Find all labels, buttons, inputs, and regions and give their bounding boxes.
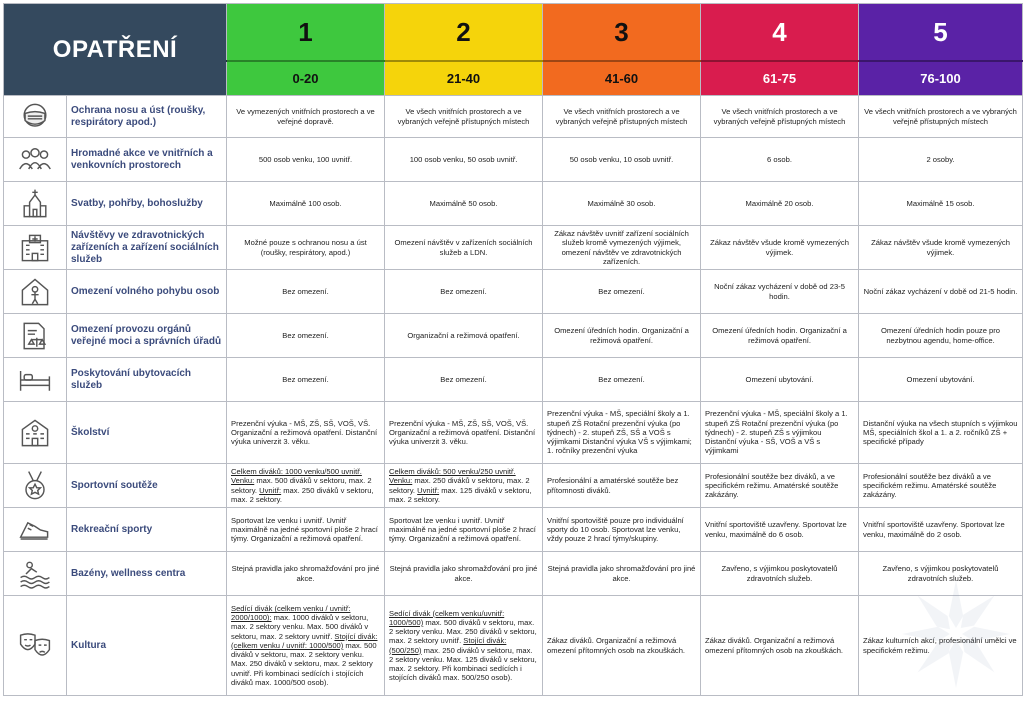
- table-cell: Distanční výuka na všech stupních s výjimkou MŠ, speciálních škol a 1. a 2. ročníků ZŠ + specifické případy: [859, 402, 1023, 464]
- table-cell: Bez omezení.: [543, 358, 701, 402]
- table-cell: Omezení úředních hodin. Organizační a režimová opatření.: [701, 314, 859, 358]
- table-cell: Noční zákaz vycházení v době od 23-5 hodin.: [701, 270, 859, 314]
- table-cell: Ve všech vnitřních prostorech a ve vybraných veřejně přístupných místech: [859, 96, 1023, 138]
- level-4-number: 4: [701, 4, 859, 62]
- table-row: [4, 508, 1023, 552]
- table-row: [4, 314, 1023, 358]
- table-row: [4, 226, 1023, 270]
- table-row: [4, 358, 1023, 402]
- sun-watermark-icon: [896, 574, 1016, 694]
- table-cell: Bez omezení.: [227, 358, 385, 402]
- row-label: Rekreační sporty: [67, 508, 227, 552]
- cell-text: max. 250 diváků v sektoru, max. 2 sektory venku. Max. 125 diváků v sektoru, max. 2 sektory. Při kombinaci sedících i stojících diváků max. 500/250 osob).: [389, 645, 537, 683]
- table-cell: [227, 464, 385, 508]
- table-cell: Zavřeno, s výjimkou poskytovatelů zdravotních služeb.: [859, 552, 1023, 596]
- level-2-number: 2: [385, 4, 543, 62]
- cell-text: Uvnitř:: [417, 485, 440, 495]
- table-cell: Zavřeno, s výjimkou poskytovatelů zdravotních služeb.: [701, 552, 859, 596]
- level-3-number: 3: [543, 4, 701, 62]
- table-cell: Noční zákaz vycházení v době od 21-5 hodin.: [859, 270, 1023, 314]
- table-cell: Bez omezení.: [385, 270, 543, 314]
- cell-text: Venku:: [231, 476, 255, 486]
- table-cell: Vnitřní sportoviště uzavřeny. Sportovat lze venku, maximálně do 6 osob.: [701, 508, 859, 552]
- cell-text: max. 125 diváků v sektoru, max. 2 sektory.: [389, 485, 532, 504]
- table-cell: Zákaz návštěv uvnitř zařízení sociálních služeb kromě vymezených výjimek, omezení návštěv ve zdravotnických zařízeních.: [543, 226, 701, 270]
- document-scales-icon: [4, 314, 67, 358]
- table-cell: Bez omezení.: [543, 270, 701, 314]
- table-cell: [385, 596, 543, 696]
- table-cell: Vnitřní sportoviště uzavřeny. Sportovat lze venku, maximálně do 2 osob.: [859, 508, 1023, 552]
- row-label: Školství: [67, 402, 227, 464]
- table-row: [4, 138, 1023, 182]
- table-cell: Stejná pravidla jako shromažďování pro jiné akce.: [385, 552, 543, 596]
- table-cell: 6 osob.: [701, 138, 859, 182]
- hospital-icon: [4, 226, 67, 270]
- table-cell: Sportovat lze venku i uvnitř. Uvnitř maximálně na jedné sportovní ploše 2 hrací týmy. Organizační a režimová opatření.: [385, 508, 543, 552]
- level-3-range: 41-60: [543, 61, 701, 96]
- cell-text: Sedící divák (celkem venku / uvnitř: 2000/1000):: [231, 604, 351, 623]
- bed-icon: [4, 358, 67, 402]
- table-cell: Zákaz návštěv všude kromě vymezených výjimek.: [859, 226, 1023, 270]
- table-cell: Prezenční výuka - MŠ, ZŠ, SŠ, VOŠ, VŠ. Organizační a režimová opatření. Distanční výuka univerzit 3. věku.: [227, 402, 385, 464]
- table-cell: Stejná pravidla jako shromažďování pro jiné akce.: [227, 552, 385, 596]
- table-row: [4, 402, 1023, 464]
- level-5-number: 5: [859, 4, 1023, 62]
- table-cell: Bez omezení.: [227, 270, 385, 314]
- cell-text: Uvnitř:: [259, 485, 282, 495]
- table-cell: [385, 464, 543, 508]
- table-cell: 50 osob venku, 10 osob uvnitř.: [543, 138, 701, 182]
- table-cell: Možné pouze s ochranou nosu a úst (roušky, respirátory, apod.): [227, 226, 385, 270]
- cell-text: Sedící divák (celkem venku/uvnitř: 1000/500): [389, 608, 505, 627]
- cell-text: max. 500 diváků v sektoru, max. 2 sektory.: [231, 476, 372, 495]
- table-cell: Ve vymezených vnitřních prostorech a ve veřejné dopravě.: [227, 96, 385, 138]
- level-4-range: 61-75: [701, 61, 859, 96]
- table-cell: Profesionální soutěže bez diváků a ve specifickém režimu. Amatérské soutěže zakázány.: [859, 464, 1023, 508]
- row-label: Sportovní soutěže: [67, 464, 227, 508]
- table-cell: 2 osoby.: [859, 138, 1023, 182]
- shoe-icon: [4, 508, 67, 552]
- table-cell: Omezení úředních hodin pouze pro nezbytnou agendu, home-office.: [859, 314, 1023, 358]
- table-cell: Ve všech vnitřních prostorech a ve vybraných veřejně přístupných místech: [701, 96, 859, 138]
- table-cell: Zákaz kulturních akcí, profesionální umělci ve specifickém režimu.: [859, 596, 1023, 696]
- table-cell: Omezení úředních hodin. Organizační a režimová opatření.: [543, 314, 701, 358]
- table-cell: Prezenční výuka - MŠ, speciální školy a 1. stupeň ZŠ Rotační prezenční výuka (po týdnech) - 2. stupeň ZŠ, SŠ a VOŠ s výjimkami Distanční výuka VŠ s výjimkami; 1. ročníky prezenční výuka: [543, 402, 701, 464]
- table-cell: Bez omezení.: [385, 358, 543, 402]
- row-label: Svatby, pohřby, bohoslužby: [67, 182, 227, 226]
- person-house-icon: [4, 270, 67, 314]
- row-label: Kultura: [67, 596, 227, 696]
- table-cell: Prezenční výuka - MŠ, ZŠ, SŠ, VOŠ, VŠ. Organizační a režimová opatření. Distanční výuka univerzit 3. věku.: [385, 402, 543, 464]
- cell-text: Celkem diváků: 500 venku/250 uvnitř.: [389, 467, 516, 477]
- table-row: [4, 96, 1023, 138]
- row-label: Návštěvy ve zdravotnických zařízeních a zařízení sociálních služeb: [67, 226, 227, 270]
- table-cell: Zákaz diváků. Organizační a režimová omezení přítomných osob na zkouškách.: [701, 596, 859, 696]
- cell-text: max. 1000 diváků v sektoru, max. 2 sektory venku. Max. 500 diváků v sektoru, max. 2 sektory uvnitř.: [231, 613, 369, 641]
- church-icon: [4, 182, 67, 226]
- row-label: Hromadné akce ve vnitřních a venkovních prostorech: [67, 138, 227, 182]
- row-label: Bazény, wellness centra: [67, 552, 227, 596]
- cell-text: max. 500 diváků v sektoru, max. 2 sektory venku. Max. 250 diváků v sektoru, max. 2 sektory uvnitř. Při kombinaci sedících i stojících diváků max. 1000/500 osob).: [231, 640, 377, 687]
- table-cell: Omezení ubytování.: [701, 358, 859, 402]
- cell-text: Stojící divák: (500/250): [389, 636, 507, 655]
- cell-text: Celkem diváků: 1000 venku/500 uvnitř.: [231, 467, 362, 477]
- table-row: [4, 464, 1023, 508]
- medal-icon: [4, 464, 67, 508]
- table-cell: Maximálně 20 osob.: [701, 182, 859, 226]
- table-cell: Omezení návštěv v zařízeních sociálních služeb a LDN.: [385, 226, 543, 270]
- pool-icon: [4, 552, 67, 596]
- table-cell: Organizační a režimová opatření.: [385, 314, 543, 358]
- table-cell: Ve všech vnitřních prostorech a ve vybraných veřejně přístupných místech: [385, 96, 543, 138]
- table-row: [4, 552, 1023, 596]
- table-cell: Maximálně 100 osob.: [227, 182, 385, 226]
- header-title: OPATŘENÍ: [4, 4, 227, 96]
- table-cell: Omezení ubytování.: [859, 358, 1023, 402]
- table-cell: Vnitřní sportoviště pouze pro individuální sporty do 10 osob. Sportovat lze venku, vždy pouze 2 hrací týmy/skupiny.: [543, 508, 701, 552]
- table-cell: Zákaz diváků. Organizační a režimová omezení přítomných osob na zkouškách.: [543, 596, 701, 696]
- level-1-range: 0-20: [227, 61, 385, 96]
- cell-text: Stojící divák: (celkem venku / uvnitř: 1000/500): [231, 631, 378, 650]
- group-icon: [4, 138, 67, 182]
- cell-text: Venku:: [389, 476, 413, 486]
- table-cell: Profesionální soutěže bez diváků, a ve specifickém režimu. Amatérské soutěže zakázány.: [701, 464, 859, 508]
- table-row: [4, 270, 1023, 314]
- table-cell: Stejná pravidla jako shromažďování pro jiné akce.: [543, 552, 701, 596]
- table-row: [4, 182, 1023, 226]
- table-cell: Zákaz návštěv všude kromě vymezených výjimek.: [701, 226, 859, 270]
- table-cell: [227, 596, 385, 696]
- table-cell: Maximálně 30 osob.: [543, 182, 701, 226]
- row-label: Omezení provozu orgánů veřejné moci a správních úřadů: [67, 314, 227, 358]
- level-1-number: 1: [227, 4, 385, 62]
- table-cell: 100 osob venku, 50 osob uvnitř.: [385, 138, 543, 182]
- table-row: [4, 596, 1023, 696]
- cell-text: max. 500 diváků v sektoru, max. 2 sektory venku. Max. 250 diváků v sektoru, max. 2 sektory uvnitř.: [389, 617, 537, 646]
- table-cell: Ve všech vnitřních prostorech a ve vybraných veřejně přístupných místech: [543, 96, 701, 138]
- cell-text: max. 250 diváků v sektoru, max. 2 sektory.: [389, 476, 530, 495]
- face-mask-icon: [4, 96, 67, 138]
- school-icon: [4, 402, 67, 464]
- table-cell: 500 osob venku, 100 uvnitř.: [227, 138, 385, 182]
- table-cell: Sportovat lze venku i uvnitř. Uvnitř maximálně na jedné sportovní ploše 2 hrací týmy. Organizační a režimová opatření.: [227, 508, 385, 552]
- table-cell: Prezenční výuka - MŠ, speciální školy a 1. stupeň ZŠ Rotační prezenční výuka (po týdnech) - 2. stupeň ZŠ s výjimkou Distanční výuka - SŠ, VOŠ a VŠ s výjimkami: [701, 402, 859, 464]
- theater-masks-icon: [4, 596, 67, 696]
- row-label: Ochrana nosu a úst (roušky, respirátory apod.): [67, 96, 227, 138]
- level-2-range: 21-40: [385, 61, 543, 96]
- cell-text: max. 250 diváků v sektoru, max. 2 sektory.: [231, 485, 374, 504]
- row-label: Omezení volného pohybu osob: [67, 270, 227, 314]
- table-cell: Maximálně 15 osob.: [859, 182, 1023, 226]
- table-cell: Profesionální a amatérské soutěže bez přítomnosti diváků.: [543, 464, 701, 508]
- table-cell: Maximálně 50 osob.: [385, 182, 543, 226]
- measures-table: [3, 3, 1023, 696]
- level-5-range: 76-100: [859, 61, 1023, 96]
- table-cell: Bez omezení.: [227, 314, 385, 358]
- row-label: Poskytování ubytovacích služeb: [67, 358, 227, 402]
